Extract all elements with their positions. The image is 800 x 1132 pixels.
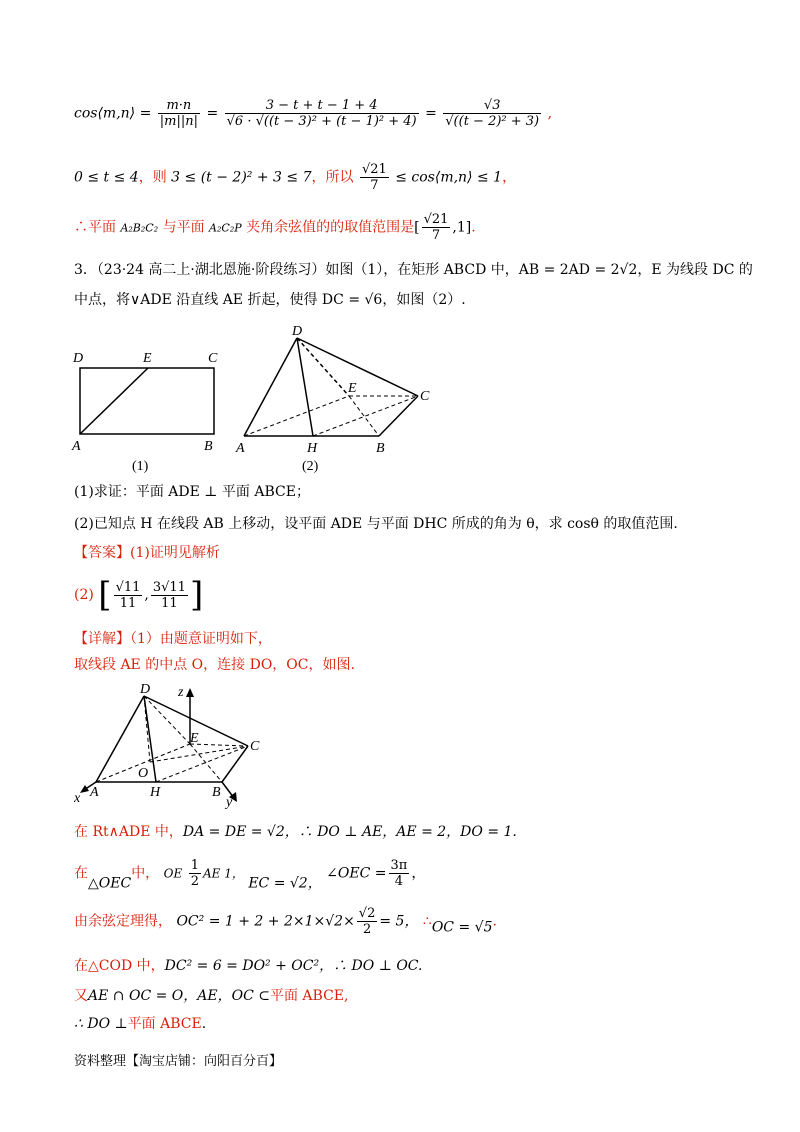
label-e: E xyxy=(348,381,357,396)
equation-do-perp: ∴ DO ⊥ xyxy=(74,1016,128,1032)
left-bracket: [ xyxy=(414,219,420,236)
label-b: B xyxy=(376,441,385,456)
conclusion-line xyxy=(74,212,476,243)
fraction-denominator: 11 xyxy=(161,595,178,611)
fraction-dot-product xyxy=(158,98,200,129)
z-axis-arrow-icon xyxy=(186,688,194,697)
equation-intersection: AE ∩ OC = O，AE，OC ⊂ xyxy=(88,988,270,1004)
fraction-3sqrt11-over-11 xyxy=(151,580,188,611)
segment-ae xyxy=(80,368,148,434)
text-in-triangle-cod: 在△COD 中， xyxy=(74,958,165,974)
detail-line-2: 取线段 AE 的中点 O，连接 DO，OC，如图. xyxy=(74,657,355,673)
text-so: 所以 xyxy=(325,169,354,186)
label-d: D xyxy=(73,351,84,366)
equation-ec: EC = √2， xyxy=(248,875,322,892)
plane-abce: 平面 ABCE, xyxy=(269,988,349,1004)
fraction-denominator: 11 xyxy=(119,595,137,611)
punctuation: ， xyxy=(311,169,326,186)
fraction-numerator: 3 − t + t − 1 + 4 xyxy=(225,98,419,114)
t-range: 0 ≤ t ≤ 4 xyxy=(74,169,139,186)
label-c: C xyxy=(250,739,260,754)
fraction-numerator: √21 xyxy=(423,212,449,227)
text-in: 在 xyxy=(74,865,88,882)
detail-intro: （1）由题意证明如下， xyxy=(130,631,272,647)
inequality: 3 ≤ (t − 2)² + 3 ≤ 7 xyxy=(171,169,312,186)
text-by-cosine-law: 由余弦定理得， xyxy=(74,913,172,930)
plane-a2c2p: A₂C₂P xyxy=(209,221,242,235)
fraction-sqrt2-over-2 xyxy=(357,906,378,937)
edge-da xyxy=(244,338,297,436)
solution-line-4 xyxy=(74,958,422,975)
solution-line-6 xyxy=(74,1016,206,1033)
inequality-cos: ≤ cos⟨m,n⟩ ≤ 1 xyxy=(395,169,503,186)
solution-line-3 xyxy=(74,906,497,937)
fraction-denominator: 4 xyxy=(394,874,404,889)
label-b: B xyxy=(204,439,213,454)
edge-oc xyxy=(150,746,248,762)
fraction-numerator: 3π xyxy=(390,858,408,873)
equation-oe: AE 1， xyxy=(202,866,244,881)
punctuation: . xyxy=(201,1016,207,1032)
edge-ec xyxy=(190,744,248,746)
label-e: E xyxy=(143,351,152,366)
label-c: C xyxy=(420,389,430,404)
label-a: A xyxy=(236,441,245,456)
left-bracket: [ xyxy=(98,575,112,615)
formula-line-2 xyxy=(74,162,516,193)
figure-2-folded xyxy=(234,320,434,480)
label-d: D xyxy=(140,682,151,697)
conclusion-text: 夹角余弦值的的取值范围是 xyxy=(246,219,415,236)
label-a: A xyxy=(72,439,81,454)
fraction-expanded xyxy=(225,98,419,129)
plane-a2b2c2: A₂B₂C₂ xyxy=(120,221,159,235)
therefore-symbol: ∴ xyxy=(422,913,432,930)
problem-3-line-1: 3．（23·24 高二上·湖北恩施·阶段练习）如图（1），在矩形 ABCD 中，AB = 2AD = 2√2，E 为线段 DC 的 xyxy=(74,262,753,278)
fraction-denominator: |m||n| xyxy=(159,114,198,129)
punctuation: ， xyxy=(411,865,426,882)
fraction-sqrt21-over-7 xyxy=(360,162,389,193)
equation-do-ae: DA = DE = √2，∴ DO ⊥ AE，AE = 2，DO = 1. xyxy=(182,824,517,840)
edge-dh xyxy=(297,338,313,436)
fraction-numerator: √21 xyxy=(361,162,387,177)
footer-credit: 资料整理【淘宝店铺：向阳百分百】 xyxy=(74,1054,283,1069)
punctuation: . xyxy=(471,219,476,236)
answer-line-1 xyxy=(74,545,220,562)
equation-oc-squared: OC² = 1 + 2 + 2×1×√2× xyxy=(176,913,355,930)
answer-part-1: (1)证明见解析 xyxy=(130,545,220,561)
comma: , xyxy=(144,587,149,603)
equals-sign: = xyxy=(425,105,437,122)
fraction-3pi-over-4 xyxy=(389,858,410,889)
equals-sign: = xyxy=(139,105,152,122)
edge-dc xyxy=(297,338,418,396)
figure-caption: (2) xyxy=(302,459,319,474)
answer-tag: 【答案】 xyxy=(74,545,130,561)
answer-part-2-label: (2) xyxy=(74,587,94,603)
figure-caption: (1) xyxy=(132,459,149,474)
therefore-plane: ∴平面 xyxy=(74,219,116,236)
label-x: x xyxy=(74,791,81,806)
fraction-numerator: 1 xyxy=(190,858,199,873)
rectangle-abcd xyxy=(80,368,214,434)
fraction-numerator: √3 xyxy=(443,98,541,114)
text-also: 又 xyxy=(74,988,88,1004)
angle-oec: ∠OEC = xyxy=(326,865,387,882)
label-c: C xyxy=(208,351,218,366)
fraction-sqrt11-over-11 xyxy=(114,580,143,611)
edge-bc xyxy=(379,396,418,436)
edge-da xyxy=(96,696,144,782)
label-h: H xyxy=(150,785,161,800)
fraction-numerator: 3√11 xyxy=(152,579,186,595)
fraction-denominator: 2 xyxy=(190,874,199,889)
right-bracket: ] xyxy=(189,575,204,615)
detail-tag: 【详解】 xyxy=(74,631,130,647)
answer-line-2 xyxy=(74,575,204,615)
equals-sign: = xyxy=(206,105,219,122)
label-d: D xyxy=(292,324,303,339)
text-in-rt-triangle: 在 Rt∧ADE 中， xyxy=(74,824,183,840)
text-with-plane: 与平面 xyxy=(162,219,205,236)
problem-3-line-2: 中点，将∨ADE 沿直线 AE 折起，使得 DC = √6，如图（2）. xyxy=(74,292,466,308)
punctuation: . xyxy=(492,913,497,930)
equation-result: = 5， xyxy=(379,913,419,930)
detail-line-1 xyxy=(74,631,272,648)
edge-de xyxy=(144,696,190,744)
fraction-simplified xyxy=(443,98,541,129)
cos-expression: cos⟨m,n⟩ xyxy=(74,105,136,122)
fraction-numerator: √2 xyxy=(358,906,376,921)
solution-line-5 xyxy=(74,988,348,1005)
fraction-sqrt21-over-7 xyxy=(422,212,451,243)
fraction-denominator: √((t − 2)² + 3) xyxy=(445,114,540,129)
fraction-denominator: 7 xyxy=(431,228,441,243)
formula-line-1 xyxy=(74,98,552,129)
fraction-one-half xyxy=(189,858,201,889)
label-b: B xyxy=(212,785,221,800)
equation-dc-squared: DC² = 6 = DO² + OC²，∴ DO ⊥ OC. xyxy=(164,958,423,974)
range-end: ,1] xyxy=(452,219,472,236)
solution-line-1 xyxy=(74,824,517,841)
fraction-denominator: 7 xyxy=(370,178,379,193)
label-o: O xyxy=(138,766,149,781)
edge-eb xyxy=(349,396,379,436)
fraction-denominator: 2 xyxy=(362,922,372,937)
edge-ae xyxy=(244,396,349,436)
segment-oe: OE xyxy=(163,866,183,881)
triangle-oec: △OEC xyxy=(88,875,132,892)
label-z: z xyxy=(178,685,184,700)
label-h: H xyxy=(307,441,318,456)
label-e: E xyxy=(190,731,199,746)
edge-eb xyxy=(190,744,222,782)
question-1: (1)求证：平面 ADE ⊥ 平面 ABCE； xyxy=(74,484,310,500)
figure-1-rectangle xyxy=(66,340,236,480)
fraction-numerator: √11 xyxy=(115,579,141,595)
text-then: 则 xyxy=(152,169,167,186)
equation-oc: OC = √5 xyxy=(431,919,493,936)
punctuation: ， xyxy=(138,169,153,186)
label-a: A xyxy=(90,785,99,800)
punctuation: , xyxy=(547,105,553,122)
figure-3-coordinates xyxy=(72,680,272,812)
question-2: (2)已知点 H 在线段 AB 上移动，设平面 ADE 与平面 DHC 所成的角为 θ，求 cosθ 的取值范围. xyxy=(74,516,678,532)
plane-abce: 平面 ABCE xyxy=(127,1016,202,1032)
edge-hc xyxy=(313,396,418,436)
fraction-denominator: √6 · √((t − 3)² + (t − 1)² + 4) xyxy=(226,114,417,129)
fraction-numerator: m·n xyxy=(158,98,200,114)
solution-line-2 xyxy=(74,858,425,892)
text-middle: 中， xyxy=(131,865,160,882)
x-axis-arrow-icon xyxy=(80,785,89,793)
label-y: y xyxy=(226,795,233,810)
punctuation: ， xyxy=(502,169,517,186)
